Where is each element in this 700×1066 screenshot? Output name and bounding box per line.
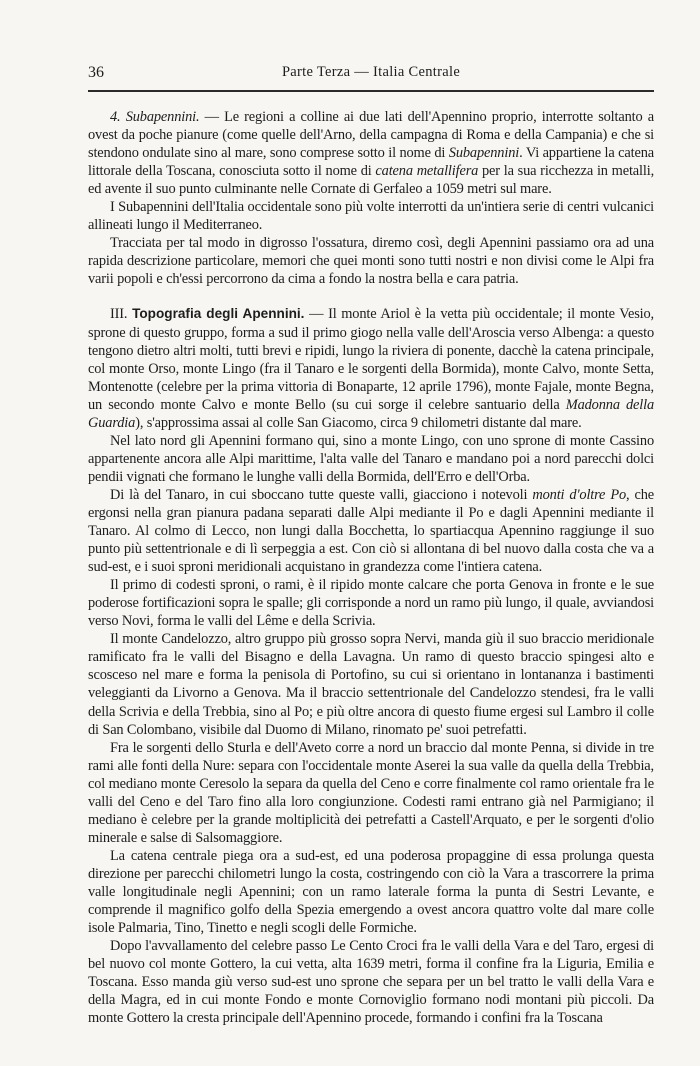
running-title: Parte Terza — Italia Centrale <box>281 64 461 80</box>
section-title: Topografia degli Apennini. <box>132 306 305 322</box>
page-number: 36 <box>88 64 104 81</box>
paragraph: La catena centrale piega ora a sud-est, ed una poderosa propaggine di essa prolunga questa direzione per parecchi chilometri lungo la costa, costringendo con ciò la Vara a trascorrere la prima valle longitudinale negli Apennini; con un ramo laterale forma la punta di Sestri Levante, e comprende il magnifico golfo della Spezia emergendo a ovest ancora quattro volte dal mare colle isole Palmaria, Tino, Tinetto e negli scogli delle Formiche. <box>88 847 654 937</box>
paragraph: Il primo di codesti sproni, o rami, è il ripido monte calcare che porta Genova in fronte e le sue poderose fortificazioni sopra le spalle; gli corrisponde a nord un ramo più lungo, il quale, avviandosi verso Novi, forma le valli del Lême e della Scrivia. <box>88 577 654 630</box>
page-body <box>88 108 654 1027</box>
subapennini-paragraph: 4. Subapennini. — Le regioni a colline ai due lati dell'Apennino proprio, interrotte soltanto a ovest da poche pianure (come quelle dell'Arno, della campagna di Roma e della Campania) e che si stendono ondulate sino al mare, sono comprese sotto il nome di Subapennini. Vi appartiene la catena littorale della Toscana, conosciuta sotto il nome di catena metallifera per la sua ricchezza in metalli, ed avente il suo punto culminante nelle Cornate di Gerfaleo a 1059 metri sul mare. <box>88 109 655 198</box>
paragraph: Fra le sorgenti dello Sturla e dell'Aveto corre a nord un braccio dal monte Penna, si divide in tre rami alle fonti della Nure: separa con l'occidentale monte Aserei la sua valle da quella della Trebbia, col mediano monte Ceresolo la separa da quella del Ceno e corre finalmente col ramo orientale fra le valli del Ceno e del Taro fino alla loro congiunzione. Codesti rami entrano già nel Parmigiano; il mediano è celebre per la grande moltiplicità dei petrefatti a Castell'Arquato, e per le sorgenti d'olio minerale e salse di Salsomaggiore. <box>88 739 654 846</box>
paragraph: Dopo l'avvallamento del celebre passo Le Cento Croci fra le valli della Vara e del Taro, ergesi di bel nuovo col monte Gottero, la cui vetta, alta 1639 metri, forma il confine fra la Liguria, Emilia e Toscana. Esso manda giù verso sud-est uno sprone che separa per un bel tratto le valli della Vara e della Magra, ed in cui monte Fondo e monte Cornoviglio formano nodi montani più piccoli. Da monte Gottero la cresta principale dell'Apennino procede, formando i confini fra la Toscana <box>88 938 654 1027</box>
section-number: III. <box>110 306 128 323</box>
topografia-paragraph: III. Topografia degli Apennini. — Il monte Ariol è la vetta più occidentale; il monte Vesio, sprone di questo gruppo, forma a sud il primo giogo nella valle dell'Aroscia verso Albenga: a questo tengono dietro altri molti, tutti brevi e ripidi, lungo la riviera di ponente, dacchè la catena principale, col monte Orso, monte Lingo (fra il Tanaro e le sorgenti della Bormida), monte Calvo, monte Setta, Montenotte (celebre per la prima vittoria di Bonaparte, 12 aprile 1796), monte Fajale, monte Begna, un secondo monte Calvo e monte Bello (su cui sorge il celebre santuario della Madonna della Guardia), s'approssima assai al colle San Giacomo, circa 9 chilometri distante dal mare. <box>88 306 654 431</box>
paragraph: I Subapennini dell'Italia occidentale sono più volte interrotti da un'intiera serie di centri vulcanici allineati lungo il Mediterraneo. <box>88 199 654 234</box>
paragraph: Tracciata per tal modo in digrosso l'ossatura, diremo così, degli Apennini passiamo ora ad una rapida descrizione particolare, memori che quei monti sono tutti nostri e non divisi come le Alpi fra varii popoli e ch'essi percorrono da cima a fondo la nostra bella e cara patria. <box>88 235 654 288</box>
paragraph: Di là del Tanaro, in cui sboccano tutte queste valli, giacciono i notevoli monti d'oltre Po, che ergonsi nella gran pianura padana separati dalle Alpi mediante il Po e dagli Apennini mediante il Tanaro. Al colmo di Lecco, non lungi dalla Bocchetta, lo spartiacqua Apennino raggiunge il suo punto più settentrionale e di lì serpeggia a est. Con ciò si allontana di bel nuovo dalla costa che va a sud-est, e i suoi sproni meridionali acquistano in grandezza come l'intiera catena. <box>88 486 655 576</box>
paragraph: Nel lato nord gli Apennini formano qui, sino a monte Lingo, con uno sprone di monte Cassino appartenente ancora alle Alpi marittime, l'alta valle del Tanaro e mandano poi a nord parecchi dolci pendii vignati che formano le lunghe valli della Bormida, dell'Erro e dell'Orba. <box>88 432 654 485</box>
section-title: Subapennini. <box>125 109 200 125</box>
section-number: 4. <box>110 109 121 125</box>
page-header <box>88 64 654 86</box>
header-rule <box>88 90 654 92</box>
paragraph: Il monte Candelozzo, altro gruppo più grosso sopra Nervi, manda giù il suo braccio meridionale ramificato fra le valli del Bisagno e della Lavagna. Un ramo di questo braccio spingesi alto e scosceso nel mare e forma la penisola di Portofino, su cui si orientano in lontananza i bastimenti veleggianti da Livorno a Genova. Ma il braccio settentrionale del Candelozzo stendesi, fra le valli della Scrivia e della Trebbia, sino al Po; e più oltre ancora di questo fiume ergesi sul Lambro il colle di San Colombano, visibile dal Duomo di Milano, rinomato pe' suoi petrefatti. <box>88 631 654 738</box>
